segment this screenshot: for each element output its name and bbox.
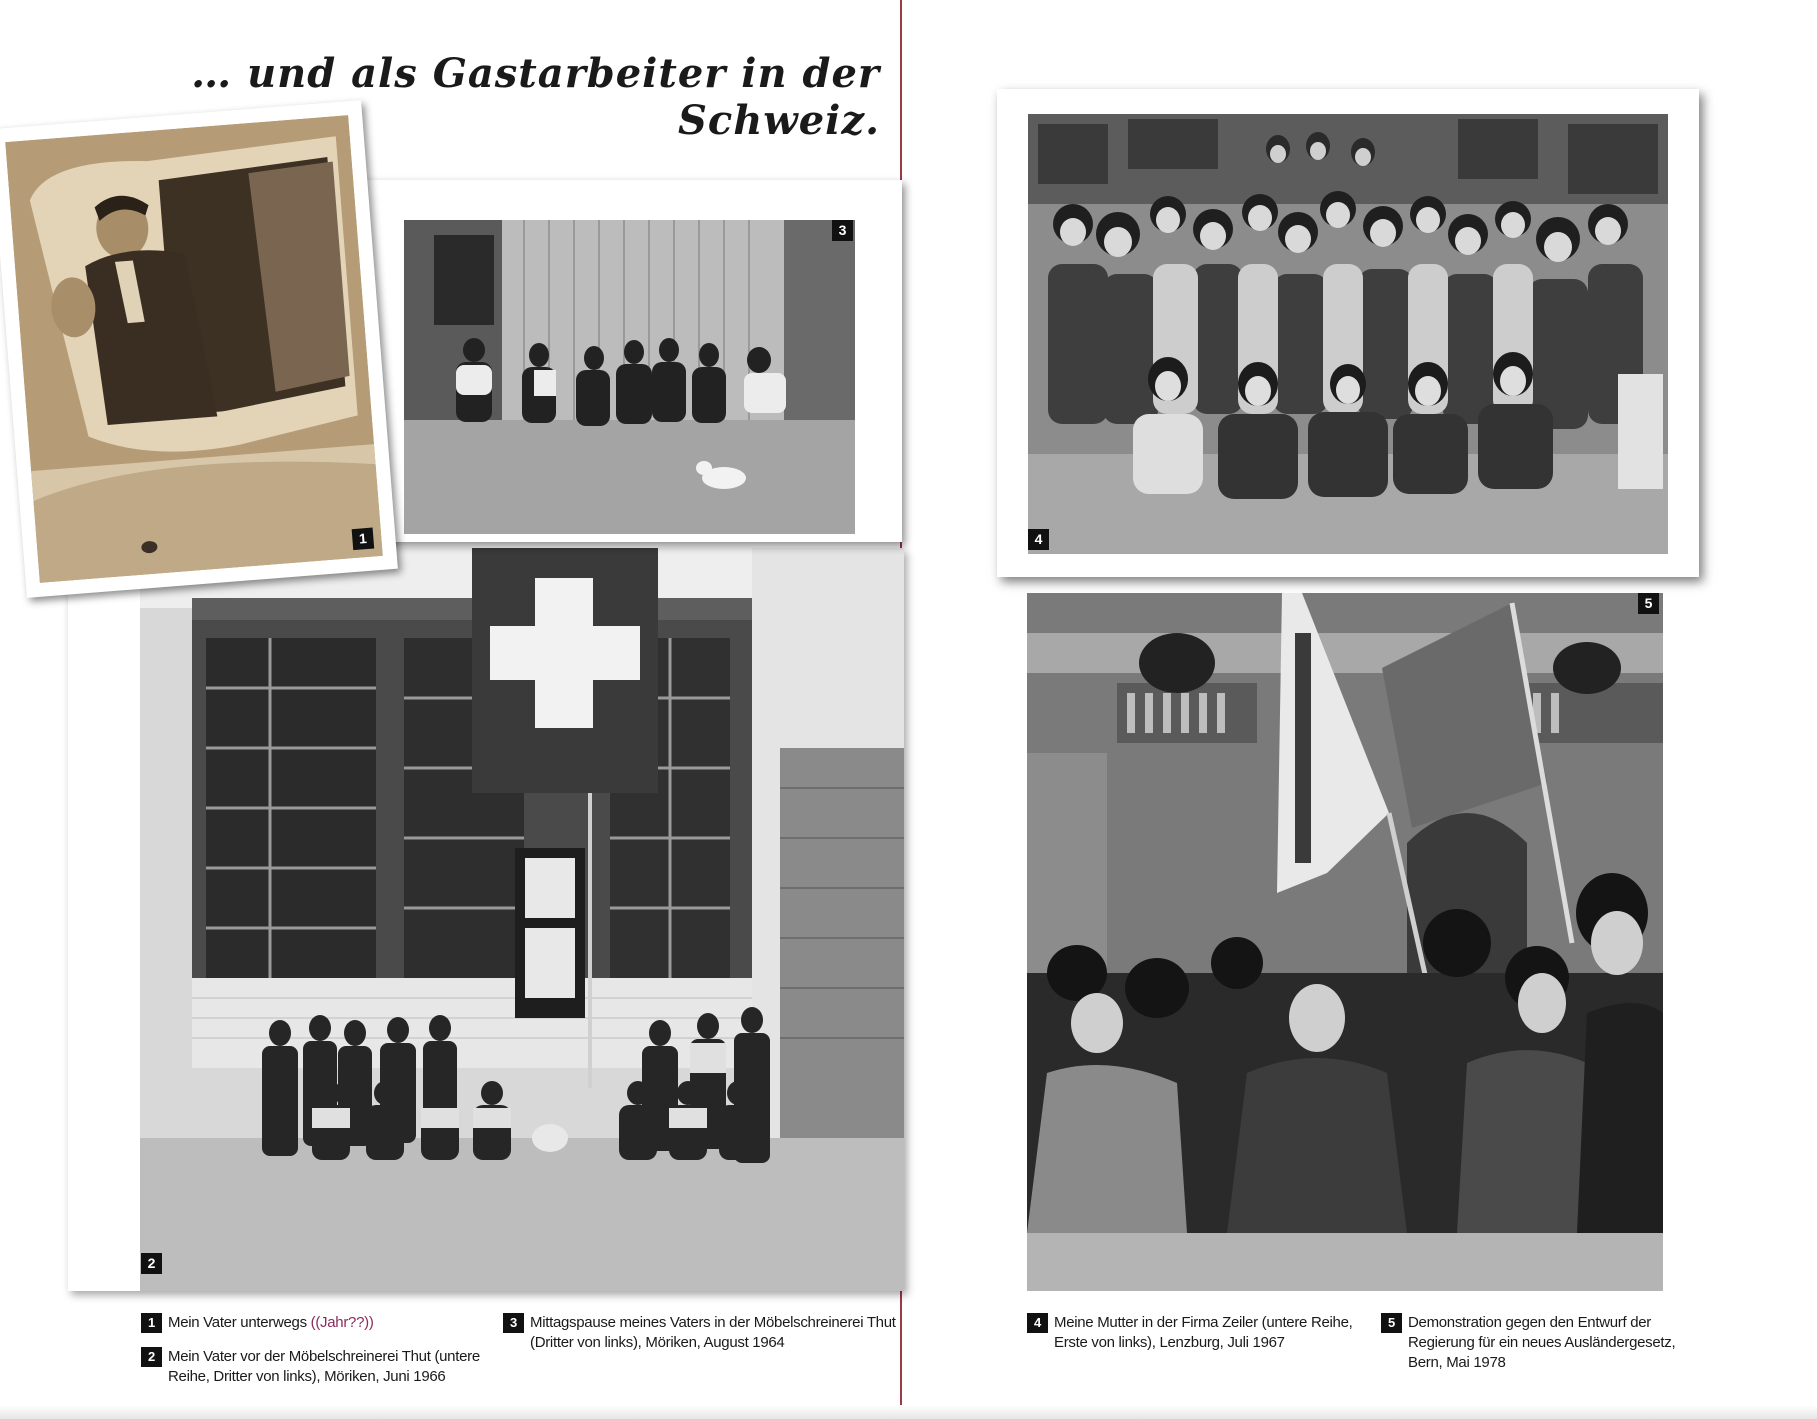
caption-2: [141, 1347, 508, 1387]
caption-number-badge: 3: [503, 1313, 524, 1333]
caption-text: Demonstration gegen den Entwurf der Regierung für ein neues Ausländergesetz, Bern, Mai 1978: [1408, 1314, 1676, 1371]
photo-1: [0, 100, 398, 598]
photo-number-badge: 5: [1638, 593, 1659, 614]
caption-3: [503, 1313, 910, 1353]
caption-1: [141, 1313, 498, 1333]
lunch-break-photo: [404, 220, 855, 534]
photo-number-badge: 2: [141, 1253, 162, 1274]
caption-text: Mein Vater vor der Möbelschreinerei Thut (untere Reihe, Dritter von links), Möriken, Juni 1966: [168, 1348, 480, 1385]
father-in-vehicle-photo: [5, 115, 383, 583]
caption-text: Meine Mutter in der Firma Zeiler (untere Reihe, Erste von links), Lenzburg, Juli 1967: [1054, 1314, 1353, 1351]
caption-text: Mein Vater unterwegs: [168, 1314, 311, 1331]
page-bottom-shadow: [0, 1405, 1817, 1419]
photo-4: [997, 89, 1699, 577]
caption-number-badge: 4: [1027, 1313, 1048, 1333]
page-title: … und als Gastarbeiter in der Schweiz.: [191, 50, 880, 144]
caption-text: Mittagspause meines Vaters in der Möbelschreinerei Thut (Dritter von links), Möriken, August 1964: [530, 1314, 896, 1351]
workshop-group-photo: [140, 548, 904, 1291]
photo-number-badge: 3: [832, 220, 853, 241]
photo-number-badge: 4: [1028, 529, 1049, 550]
caption-number-badge: 5: [1381, 1313, 1402, 1333]
demonstration-photo: [1027, 593, 1663, 1291]
caption-4: [1027, 1313, 1384, 1353]
photo-2: [68, 548, 904, 1291]
caption-5: [1381, 1313, 1708, 1373]
photo-3: [362, 180, 902, 542]
photo-5: [1027, 593, 1663, 1291]
factory-women-photo: [1028, 114, 1668, 554]
caption-editor-note: ((Jahr??)): [310, 1314, 374, 1331]
caption-number-badge: 2: [141, 1347, 162, 1367]
caption-number-badge: 1: [141, 1313, 162, 1333]
photo-number-badge: 1: [352, 528, 375, 551]
